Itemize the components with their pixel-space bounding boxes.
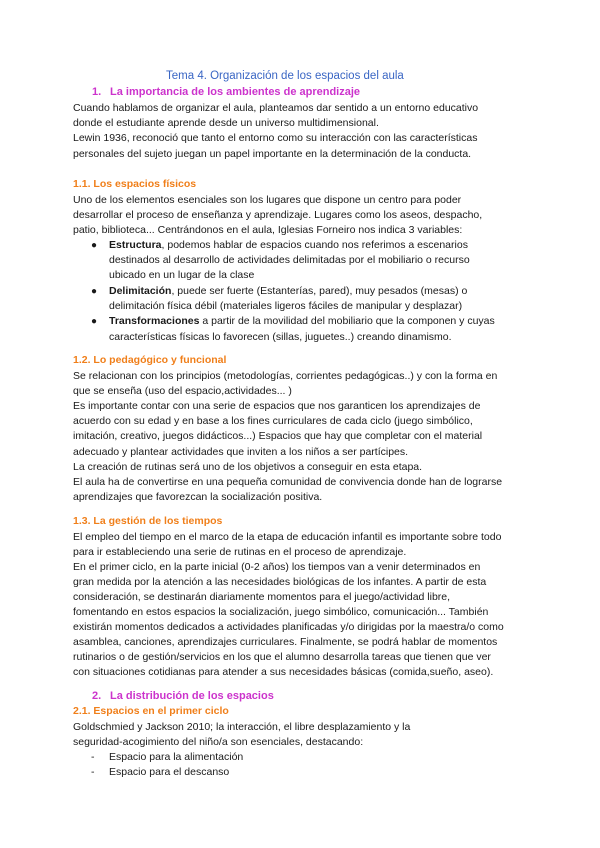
paragraph-line: para ir estableciendo una serie de rutinas en el proceso de aprendizaje. <box>73 546 407 558</box>
paragraph-line: desarrollar el proceso de enseñanza y aprendizaje. Lugares como los aseos, despacho, <box>73 209 483 221</box>
section-2-number: 2. <box>92 690 102 702</box>
bullet-line: delimitación física débil (materiales ligeros fáciles de manipular y desplazar) <box>109 300 463 312</box>
paragraph-line: patio, biblioteca... Centrándonos en el aula, Iglesias Forneiro nos indica 3 variables: <box>73 224 463 236</box>
bullet-item-delimitacion <box>109 284 467 299</box>
paragraph-line: rutinarios o de gestión/servicios en los que el alumno desarrolla tareas que tienen que ver <box>73 651 491 663</box>
subsection-2-1-heading: 2.1. Espacios en el primer ciclo <box>73 705 229 717</box>
paragraph-line: aprendizajes que favorezcan la socialización positiva. <box>73 491 323 503</box>
paragraph-line: asamblea, canciones, aprendizajes curriculares. Finalmente, se podrá hablar de momentos <box>73 636 498 648</box>
bullet-icon: ● <box>91 286 98 297</box>
paragraph-line: adecuado y plantear actividades que inviten a los niños a ser partícipes. <box>73 446 409 458</box>
subsection-1-3-heading: 1.3. La gestión de los tiempos <box>73 515 223 527</box>
bullet-line: ubicado en un lugar de la clase <box>109 269 255 281</box>
bullet-icon: ● <box>91 240 98 251</box>
paragraph-line: Uno de los elementos esenciales son los lugares que dispone un centro para poder <box>73 194 462 206</box>
dash-bullet-icon: - <box>91 766 95 778</box>
paragraph-line: Se relacionan con los principios (metodologías, corrientes pedagógicas..) y con la forma en <box>73 370 498 382</box>
paragraph-line: personales del sujeto juegan un papel importante en la determinación de la conducta. <box>73 148 472 160</box>
paragraph-line: Es importante contar con una serie de espacios que nos garanticen los aprendizajes de <box>73 400 481 412</box>
section-1-number: 1. <box>92 86 102 98</box>
bullet-text: , puede ser fuerte (Estanterías, pared), muy pesados (mesas) o <box>171 285 468 297</box>
paragraph-line: donde el estudiante aprende desde un universo multidimensional. <box>73 117 379 129</box>
bullet-item-estructura <box>109 238 468 253</box>
subsection-1-1-heading: 1.1. Los espacios físicos <box>73 178 197 190</box>
paragraph-line: consideración, se destinarán diariamente momentos para el juego/actividad libre, <box>73 591 451 603</box>
subsection-1-2-heading: 1.2. Lo pedagógico y funcional <box>73 354 227 366</box>
paragraph-line: La creación de rutinas será uno de los objetivos a conseguir en esta etapa. <box>73 461 423 473</box>
section-2-heading: La distribución de los espacios <box>110 690 274 702</box>
bullet-term: Estructura <box>109 239 162 251</box>
paragraph-line: acuerdo con su edad y en base a los fines curriculares de cada ciclo (juego simbólico, <box>73 415 473 427</box>
dash-bullet-icon: - <box>91 751 95 763</box>
paragraph-line: existirán momentos dedicados a actividades planificadas y/o dirigidas por la maestra/o como <box>73 621 504 633</box>
paragraph-line: seguridad-acogimiento del niño/a son esenciales, destacando: <box>73 736 364 748</box>
bullet-line: características físicas lo favorecen (sillas, juguetes..) creando dinamismo. <box>109 331 452 343</box>
bullet-text: a partir de la movilidad del mobiliario que la componen y cuyas <box>199 315 495 327</box>
paragraph-line: El empleo del tiempo en el marco de la etapa de educación infantil es importante sobre todo <box>73 531 502 543</box>
bullet-item-transformaciones <box>109 314 495 329</box>
bullet-line: destinados al desarrollo de actividades delimitadas por el mobiliario o recurso <box>109 254 470 266</box>
paragraph-line: En el primer ciclo, en la parte inicial (0-2 años) los tiempos van a venir determinados en <box>73 561 481 573</box>
paragraph-line: gran medida por la atención a las necesidades biológicas de los infantes. A partir de esta <box>73 576 487 588</box>
document-title: Tema 4. Organización de los espacios del aula <box>166 70 404 82</box>
paragraph-line: con situaciones cotidianas para atender a sus necesidades básicas (comida,sueño, aseo). <box>73 666 494 678</box>
paragraph-line: que se enseña (uso del espacio,actividades... ) <box>73 385 292 397</box>
paragraph-line: Goldschmied y Jackson 2010; la interacción, el libre desplazamiento y la <box>73 721 411 733</box>
dash-item: Espacio para la alimentación <box>109 751 244 763</box>
dash-item: Espacio para el descanso <box>109 766 230 778</box>
paragraph-line: Cuando hablamos de organizar el aula, planteamos dar sentido a un entorno educativo <box>73 102 479 114</box>
paragraph-line: Lewin 1936, reconoció que tanto el entorno como su interacción con las características <box>73 132 478 144</box>
paragraph-line: imitación, creativo, juegos didácticos...) Espacios que hay que completar con el material <box>73 430 483 442</box>
bullet-term: Delimitación <box>109 285 172 297</box>
bullet-icon: ● <box>91 316 98 327</box>
bullet-text: , podemos hablar de espacios cuando nos referimos a escenarios <box>161 239 468 251</box>
bullet-term: Transformaciones <box>109 315 200 327</box>
paragraph-line: El aula ha de convertirse en una pequeña comunidad de convivencia donde han de lograrse <box>73 476 503 488</box>
section-1-heading: La importancia de los ambientes de aprendizaje <box>110 86 361 98</box>
paragraph-line: fomentando en estos espacios la socialización, juego simbólico, comunicación... También <box>73 606 489 618</box>
